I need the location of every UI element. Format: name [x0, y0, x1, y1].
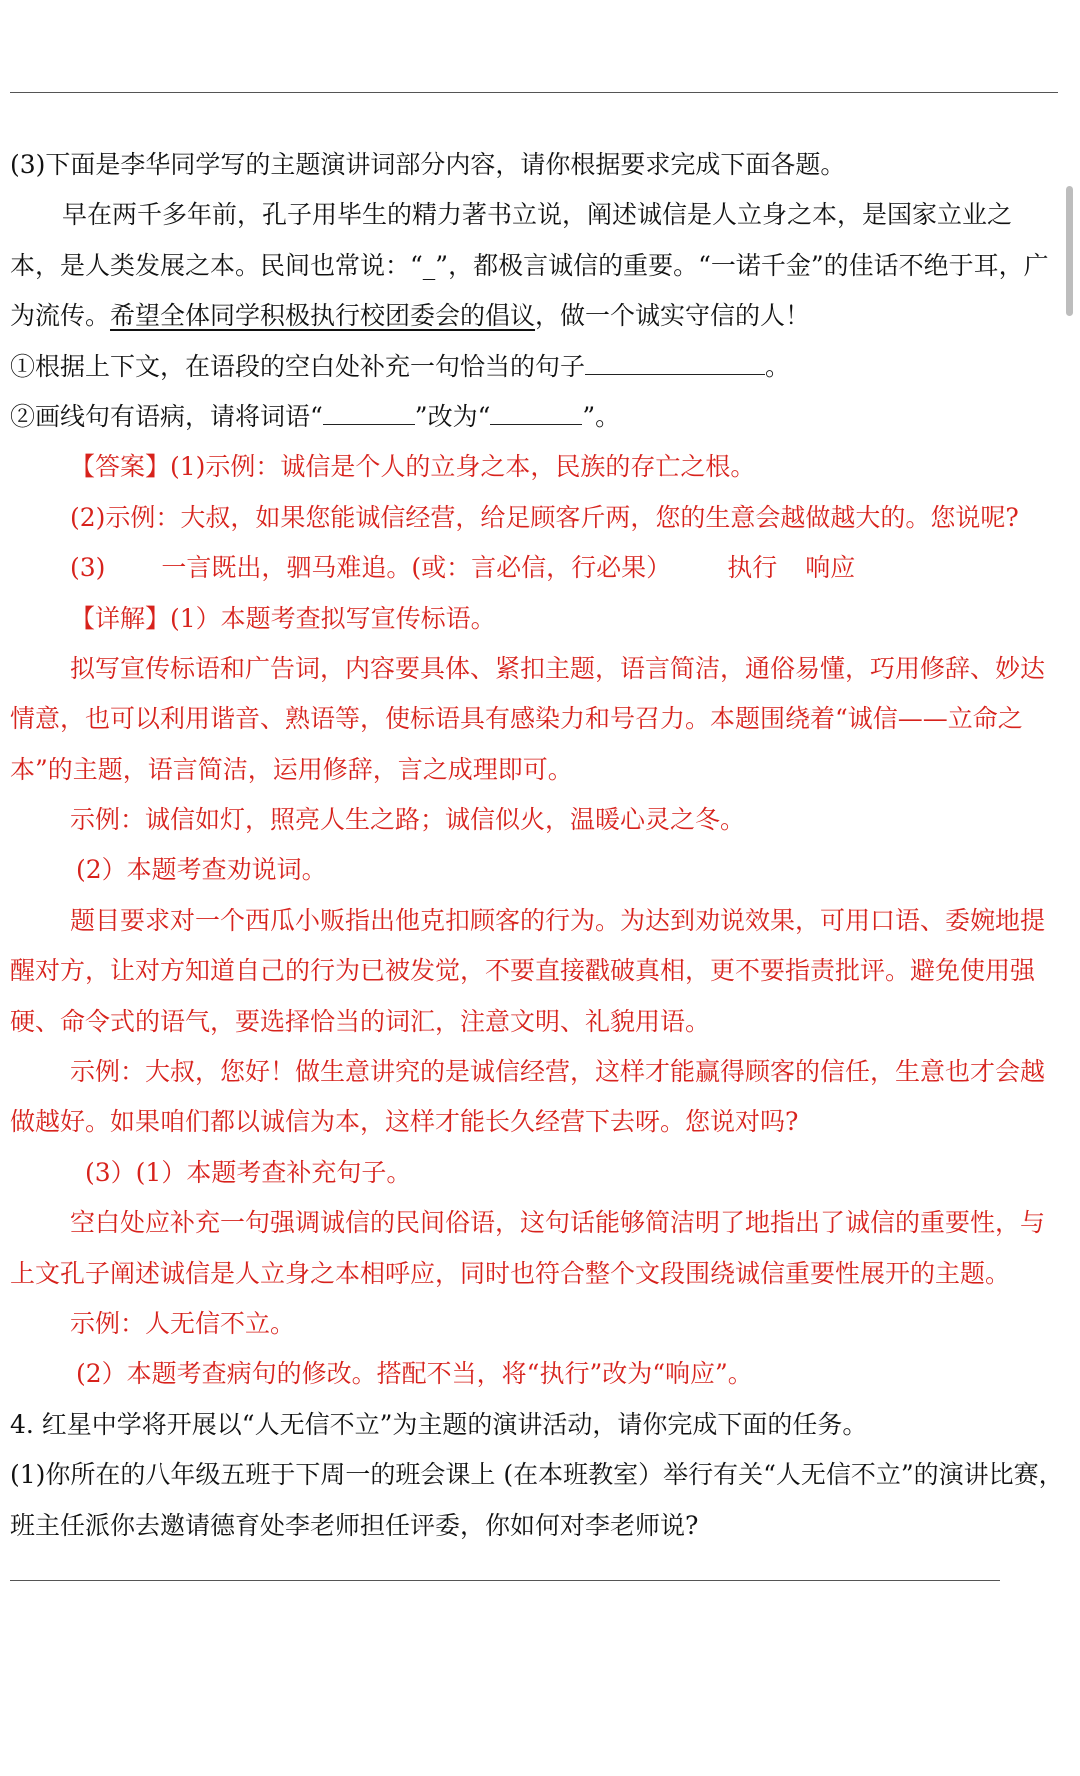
explanation-line-1: 【详解】(1）本题考查拟写宣传标语。 [70, 603, 496, 633]
explanation-line-10: 示例：大叔，您好！做生意讲究的是诚信经营，这样才能赢得顾客的信任，生意也才会越 [70, 1057, 1046, 1087]
question3-intro: (3)下面是李华同学写的主题演讲词部分内容，请你根据要求完成下面各题。 [10, 150, 846, 179]
answer-word-corrected: 响应 [805, 553, 856, 583]
explanation-line-13: 空白处应补充一句强调诚信的民间俗语，这句话能够简洁明了地指出了诚信的重要性，与 [70, 1208, 1046, 1238]
sub-question-2 [10, 392, 1060, 442]
passage-line-2: 本，是人类发展之本。民间也常说：“_”，都极言诚信的重要。“一诺千金”的佳话不绝于耳，广 [10, 250, 1049, 280]
answer-word-original: 执行 [727, 553, 778, 583]
passage-line-1: 早在两千多年前，孔子用毕生的精力著书立说，阐述诚信是人立身之本，是国家立业之 [62, 200, 1013, 230]
sub-question-1-text: ①根据上下文，在语段的空白处补充一句恰当的句子 [10, 351, 586, 381]
answer-line-1: 【答案】(1)示例：诚信是个人的立身之本，民族的存亡之根。 [70, 452, 756, 482]
explanation-line-6: (2）本题考查劝说词。 [76, 855, 327, 885]
document-body [10, 140, 1064, 1551]
answer-writing-line [10, 1580, 1000, 1581]
sub-question-1-end: 。 [765, 351, 791, 381]
question4-sub1-line-1: (1)你所在的八年级五班于下周一的班会课上 (在本班教室）举行有关“人无信不立”的演讲比赛， [10, 1460, 1064, 1490]
question4-title: 4. 红星中学将开展以“人无信不立”为主题的演讲活动，请你完成下面的任务。 [10, 1409, 868, 1439]
answer-blank-3 [490, 401, 582, 425]
explanation-line-3: 情意，也可以利用谐音、熟语等，使标语具有感染力和号召力。本题围绕着“诚信——立命之 [10, 704, 1023, 734]
passage-line-3-end: ，做一个诚实守信的人！ [535, 301, 811, 331]
answer-blank-1 [585, 351, 765, 375]
explanation-line-7: 题目要求对一个西瓜小贩指出他克扣顾客的行为。为达到劝说效果，可用口语、委婉地提 [70, 905, 1046, 935]
passage-line-3 [10, 291, 1060, 341]
underlined-sentence: 希望全体同学积极执行校团委会的倡议 [110, 301, 536, 331]
explanation-line-16: (2）本题考查病句的修改。搭配不当，将“执行”改为“响应”。 [76, 1359, 753, 1389]
passage-line-3-start: 为流传。 [10, 301, 111, 331]
explanation-line-15: 示例：人无信不立。 [70, 1308, 296, 1338]
explanation-line-5: 示例：诚信如灯，照亮人生之路；诚信似火，温暖心灵之冬。 [70, 805, 746, 835]
explanation-line-12: (3）(1）本题考查补充句子。 [85, 1157, 412, 1187]
explanation-line-8: 醒对方，让对方知道自己的行为已被发觉，不要直接戳破真相，更不要指责批评。避免使用强 [10, 956, 1036, 986]
question4-sub1-line-2: 班主任派你去邀请德育处李老师担任评委，你如何对李老师说? [10, 1510, 699, 1540]
explanation-line-9: 硬、命令式的语气，要选择恰当的词汇，注意文明、礼貌用语。 [10, 1006, 711, 1036]
explanation-line-11: 做越好。如果咱们都以诚信为本，这样才能长久经营下去呀。您说对吗? [10, 1107, 799, 1137]
scrollbar-thumb[interactable] [1066, 186, 1073, 316]
answer-line-2: (2)示例：大叔，如果您能诚信经营，给足顾客斤两，您的生意会越做越大的。您说呢? [70, 502, 1019, 532]
explanation-line-14: 上文孔子阐述诚信是人立身之本相呼应，同时也符合整个文段围绕诚信重要性展开的主题。 [10, 1258, 1011, 1288]
sub-question-2-mid: ”改为“ [414, 401, 491, 431]
sub-question-2-end: ”。 [582, 401, 621, 431]
sub-question-1 [10, 342, 1060, 392]
answer-line-3 [10, 543, 1060, 593]
answer-line-3-label: (3) [70, 553, 106, 583]
explanation-line-2: 拟写宣传标语和广告词，内容要具体、紧扣主题，语言简洁，通俗易懂，巧用修辞、妙达 [70, 653, 1046, 683]
top-divider [10, 92, 1058, 93]
explanation-line-4: 本”的主题，语言简洁，运用修辞，言之成理即可。 [10, 754, 573, 784]
answer-line-3-idiom: 一言既出，驷马难追。(或：言必信，行必果） [161, 553, 672, 583]
answer-blank-2 [323, 401, 415, 425]
sub-question-2-text: ②画线句有语病，请将词语“ [10, 401, 323, 431]
